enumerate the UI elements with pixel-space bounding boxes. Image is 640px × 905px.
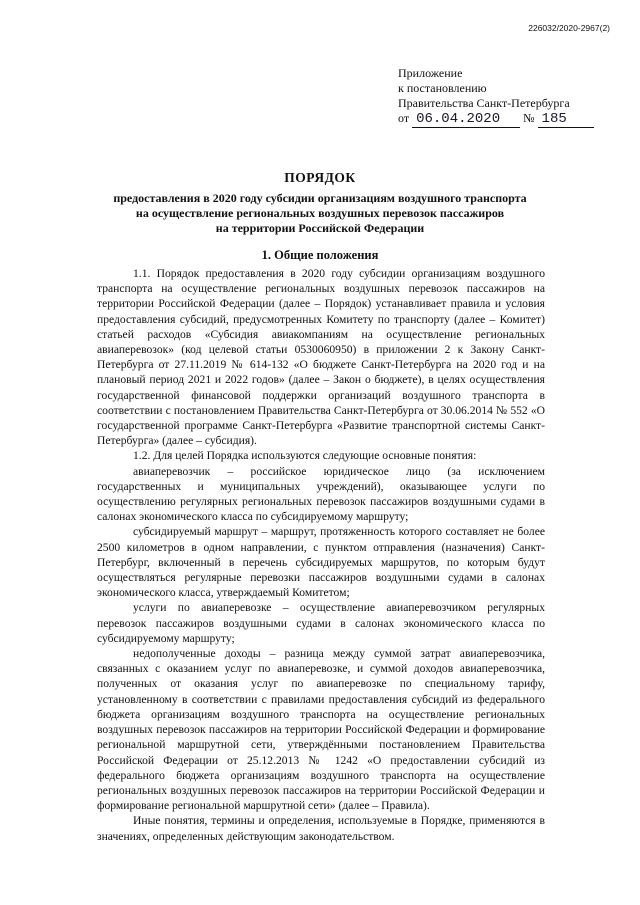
paragraph-1-2: 1.2. Для целей Порядка используются следующие основные понятия: bbox=[133, 449, 477, 463]
definition-route: субсидируемый маршрут – маршрут, протяженность которого составляет не более 2500 километров в одном направлении, с пунктом отправления (назначения) Санкт-Петербург, включенный в перечень субсидируемых маршрутов, по которым будут осуществляться регулярные перевозки пассажиров воздушными судами в салонах экономического класса, утверждаемый Комитетом; bbox=[97, 525, 545, 600]
decree-date: 06.04.2020 bbox=[412, 112, 520, 128]
title-line-3: на территории Российской Федерации bbox=[215, 221, 425, 235]
definition-services: услуги по авиаперевозке – осуществление авиаперевозчиком регулярных перевозок пассажиров воздушными судами в салонах экономического класса по субсидируемому маршруту; bbox=[97, 601, 545, 645]
title-main: ПОРЯДОК bbox=[284, 170, 356, 185]
appendix-line-3: Правительства Санкт-Петербурга bbox=[398, 96, 570, 110]
definition-carrier: авиаперевозчик – российское юридическое лицо (за исключением государственных и муниципальных учреждений), оказывающее услуги по осуществлению регулярных региональных перевозок пассажиров воздушными судами в салонах экономического класса по субсидируемому маршруту; bbox=[97, 464, 545, 524]
section-heading: 1. Общие положения bbox=[261, 248, 379, 262]
document-title bbox=[100, 170, 540, 236]
appendix-line-2: к постановлению bbox=[398, 81, 487, 95]
appendix-block bbox=[398, 66, 594, 128]
document-code: 226032/2020-2967(2) bbox=[528, 23, 610, 33]
decree-number: 185 bbox=[538, 112, 594, 128]
document-body bbox=[97, 266, 545, 844]
date-prefix: от bbox=[398, 111, 410, 125]
paragraph-1-1: 1.1. Порядок предоставления в 2020 году субсидии организациям воздушного транспорта на осуществление региональных воздушных перевозок пассажиров на территории Российской Федерации (далее – Порядок) устанавливает правила и условия предоставления субсидий, предусмотренных Комитету по транспорту (далее – Комитет) статьей расходов «Субсидия авиакомпаниям на осуществление региональных авиаперевозок» (код целевой статьи 0530060950) в приложении 2 к Закону Санкт-Петербурга от 27.11.2019 № 614-132 «О бюджете Санкт-Петербурга на 2020 год и на плановый период 2021 и 2022 годов» (далее – Закон о бюджете), в целях осуществления государственной финансовой поддержки организаций воздушного транспорта в соответствии с постановлением Правительства Санкт-Петербурга от 30.06.2014 № 552 «О государственной программе Санкт-Петербурга «Развитие транспортной системы Санкт-Петербурга» (далее – субсидия). bbox=[97, 267, 545, 448]
definition-lost-income: недополученные доходы – разница между суммой затрат авиаперевозчика, связанных с оказанием услуг по авиаперевозке, и суммой доходов авиаперевозчика, полученных от оказания услуг по авиаперевозке по специальному тарифу, установленному в соответствии с правилами предоставления субсидий из федерального бюджета организациям воздушного транспорта на осуществление региональных воздушных перевозок пассажиров на территории Российской Федерации и формирование региональной маршрутной сети, утверждёнными постановлением Правительства Российской Федерации от 25.12.2013 № 1242 «О предоставлении субсидий из федерального бюджета организациям воздушного транспорта на осуществление региональных воздушных перевозок пассажиров на территории Российской Федерации и формирование региональной маршрутной сети» (далее – Правила). bbox=[97, 647, 545, 813]
paragraph-other-terms: Иные понятия, термины и определения, используемые в Порядке, применяются в значениях, определенных действующим законодательством. bbox=[97, 814, 545, 843]
appendix-line-1: Приложение bbox=[398, 66, 463, 80]
title-line-2: на осуществление региональных воздушных перевозок пассажиров bbox=[135, 206, 505, 220]
number-prefix: № bbox=[523, 111, 535, 125]
title-line-1: предоставления в 2020 году субсидии организациям воздушного транспорта bbox=[113, 191, 527, 205]
appendix-date-row bbox=[398, 111, 594, 128]
